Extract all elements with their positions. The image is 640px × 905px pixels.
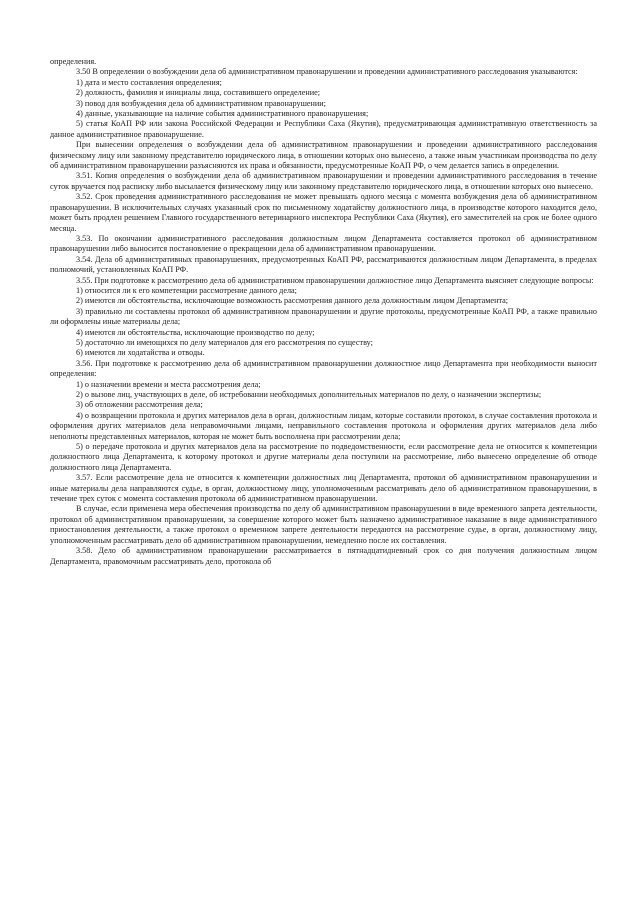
paragraph: 3.58. Дело об административном правонарушении рассматривается в пятнадцатидневный срок со дня получения должностным лицом Департамента, правомочным рассматривать дело, протокола об	[50, 546, 597, 566]
list-item: 3) повод для возбуждения дела об административном правонарушении;	[76, 98, 326, 108]
list-item: 2) имеются ли обстоятельства, исключающие возможность рассмотрения данного дела должностным лицом Департамента;	[76, 296, 509, 306]
list-item: 4) о возвращении протокола и других материалов дела в орган, должностным лицам, которые составили протокол, в случае составления протокола и оформления других материалов дела неправомочными лицами, неправильного составления протокола и оформления других материалов дела либо неполноты представленных материалов, которая не может быть восполнена при рассмотрении дела;	[50, 410, 597, 441]
list-item: 4) данные, указывающие на наличие события административного правонарушения;	[76, 109, 369, 119]
paragraph: В случае, если применена мера обеспечения производства по делу об административном правонарушении в виде временного запрета деятельности, протокол об административном правонарушении, за совершение которого может быть назначено административное наказание в виде административного приостановления деятельности, а также протокол о временном запрете деятельности передаются на рассмотрение судье, в орган, должностному лицу, уполномоченным рассматривать дело об административном правонарушении, немедленно после их составления.	[50, 504, 597, 545]
paragraph: 3.52. Срок проведения административного расследования не может превышать одного месяца с момента возбуждения дела об административном правонарушении. В исключительных случаях указанный срок по письменному ходатайству должностного лица, в производстве которого находится дело, может быть продлен решением Главного государственного ветеринарного инспектора Республики Саха (Якутия), его заместителей на срок не более одного месяца.	[50, 192, 597, 233]
list-item: 5) статья КоАП РФ или закона Российской Федерации и Республики Саха (Якутия), предусматривающая административную ответственность за данное административное правонарушение.	[50, 119, 597, 139]
list-item: 2) о вызове лиц, участвующих в деле, об истребовании необходимых дополнительных материалов по делу, о назначении экспертизы;	[76, 390, 542, 399]
list-item: 1) относится ли к его компетенции рассмотрение данного дела;	[76, 285, 297, 295]
paragraph: 3.55. При подготовке к рассмотрению дела об административном правонарушении должностное лицо Департамента выясняет следующие вопросы:	[76, 275, 594, 285]
list-item: 6) имеются ли ходатайства и отводы.	[76, 348, 205, 358]
list-item: 1) дата и место составления определения;	[76, 77, 222, 87]
list-item: 3) правильно ли составлены протокол об административном правонарушении и другие протоколы, предусмотренные КоАП РФ, а также правильно ли оформлены иные материалы дела;	[50, 306, 597, 327]
list-item: 5) достаточно ли имеющихся по делу материалов для его рассмотрения по существу;	[76, 337, 373, 347]
list-item: 4) имеются ли обстоятельства, исключающие производство по делу;	[76, 327, 315, 337]
paragraph: 3.53. По окончании административного расследования должностным лицом Департамента составляется протокол об административном правонарушении либо выносится постановление о прекращении дела об административном правонарушении.	[50, 233, 597, 254]
paragraph: определения.	[50, 57, 97, 66]
list-item: 5) о передаче протокола и других материалов дела на рассмотрение по подведомственности, если рассмотрение дела не относится к компетенции должностного лица Департамента, к которому протокол и другие материалы дела поступили на рассмотрение, либо вынесено определение об отводе должностного лица Департамента.	[50, 442, 597, 472]
paragraph: При вынесении определения о возбуждении дела об административном правонарушении и проведении административного расследования физическому лицу или законному представителю юридического лица, в отношении которых оно вынесено, а также иным участникам производства по делу об административном правонарушении разъясняются их права и обязанности, предусмотренные КоАП РФ, о чем делается запись в определении.	[50, 140, 597, 171]
list-item: 1) о назначении времени и места рассмотрения дела;	[76, 379, 261, 389]
paragraph: 3.54. Дела об административных правонарушениях, предусмотренных КоАП РФ, рассматриваются должностным лицом Департамента, в пределах полномочий, установленных КоАП РФ.	[50, 254, 597, 275]
paragraph: 3.51. Копия определения о возбуждении дела об административном правонарушении и проведении административного расследования в течение суток вручается под расписку либо высылается физическому лицу или законному представителю юридического лица, в отношении которых оно вынесено.	[50, 171, 597, 191]
paragraph: 3.56. При подготовке к рассмотрению дела об административном правонарушении должностное лицо Департамента при необходимости выносит определения:	[50, 358, 597, 379]
paragraph: 3.50 В определении о возбуждении дела об административном правонарушении и проведении административного расследования указываются:	[76, 67, 578, 77]
list-item: 3) об отложении рассмотрения дела;	[76, 400, 203, 410]
paragraph: 3.57. Если рассмотрение дела не относится к компетенции должностных лиц Департамента, протокол об административном правонарушении и иные материалы дела направляются судье, в орган, должностному лицу, уполномоченным рассматривать дело об административном правонарушении, в течение трех суток с момента составления протокола об административном правонарушении.	[50, 473, 597, 504]
list-item: 2) должность, фамилия и инициалы лица, составившего определение;	[76, 88, 321, 98]
